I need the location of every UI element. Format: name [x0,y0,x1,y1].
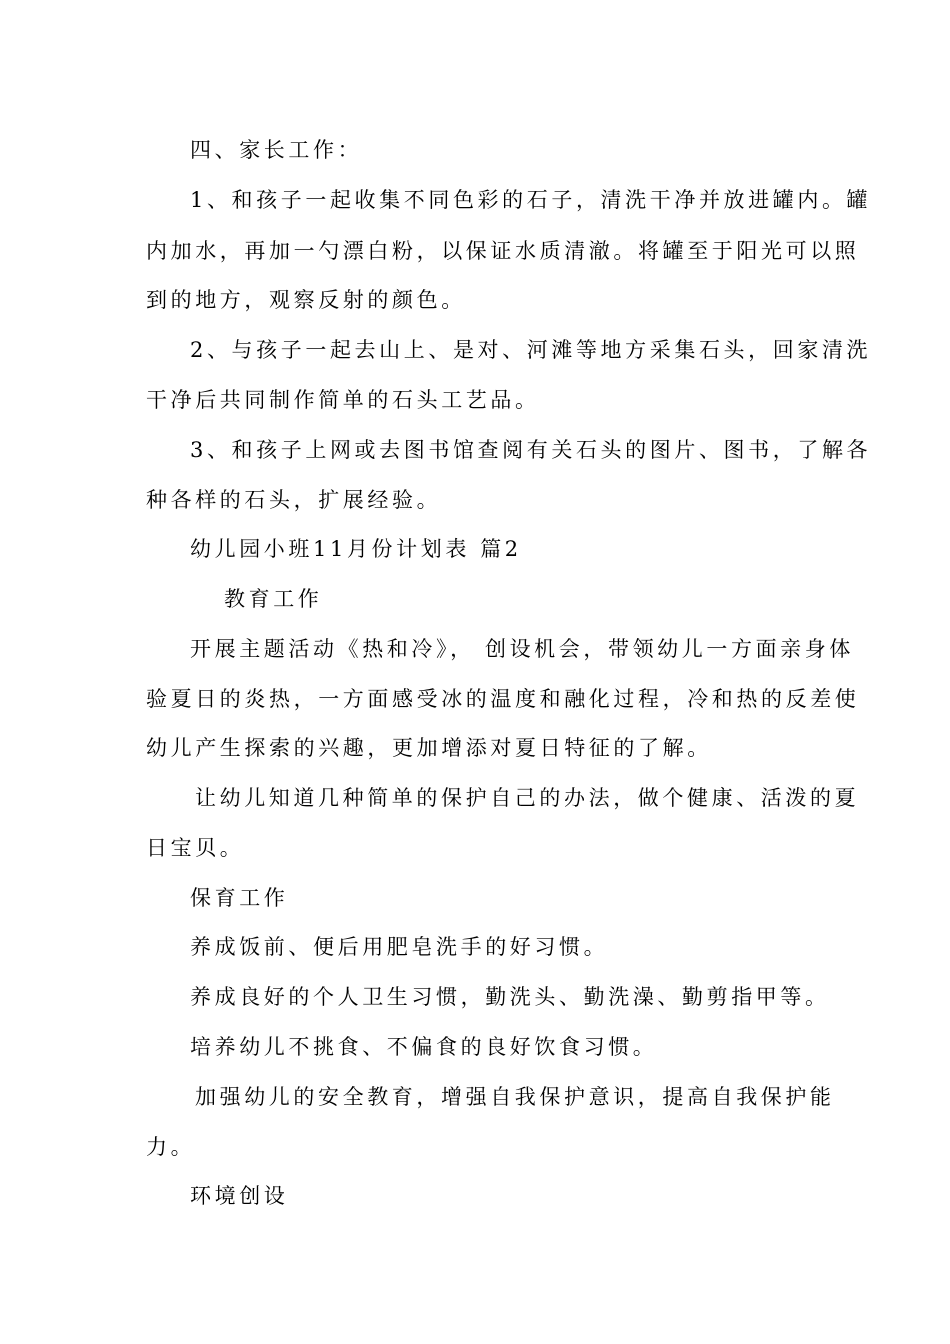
paragraph-line: 幼儿产生探索的兴趣，更加增添对夏日特征的了解。 [146,736,712,760]
paragraph-line: 验夏日的炎热，一方面感受冰的温度和融化过程，冷和热的反差使 [146,687,860,711]
paragraph-line: 到的地方，观察反射的颜色。 [146,288,466,312]
paragraph-line: 养成良好的个人卫生习惯，勤洗头、勤洗澡、勤剪指甲等。 [190,985,830,1009]
paragraph-line: 力。 [146,1135,196,1159]
paragraph-line: 内加水，再加一勺漂白粉，以保证水质清澈。将罐至于阳光可以照 [146,239,860,263]
paragraph-line: 养成饭前、便后用肥皂洗手的好习惯。 [190,935,609,959]
section-heading-environment: 环境创设 [190,1184,289,1208]
paragraph-line: 3、和孩子上网或去图书馆查阅有关石头的图片、图书，了解各 [190,438,872,462]
paragraph-line: 种各样的石头，扩展经验。 [146,488,442,512]
article-subtitle: 幼儿园小班11月份计划表 篇2 [190,537,522,561]
paragraph-line: 加强幼儿的安全教育，增强自我保护意识，提高自我保护能 [195,1085,835,1109]
paragraph-line: 让幼儿知道几种简单的保护自己的办法，做个健康、活泼的夏 [195,786,860,810]
section-heading-education: 教育工作 [224,587,323,611]
section-heading-care: 保育工作 [190,886,289,910]
paragraph-line: 培养幼儿不挑食、不偏食的良好饮食习惯。 [190,1035,658,1059]
paragraph-line: 2、与孩子一起去山上、是对、河滩等地方采集石头，回家清洗 [190,338,872,362]
paragraph-line: 日宝贝。 [146,836,245,860]
section-heading-parent-work: 四、家长工作： [190,138,363,162]
paragraph-line: 开展主题活动《热和冷》， 创设机会，带领幼儿一方面亲身体 [190,637,854,661]
paragraph-line: 干净后共同制作简单的石头工艺品。 [146,388,540,412]
paragraph-line: 1、和孩子一起收集不同色彩的石子，清洗干净并放进罐内。罐 [190,188,872,212]
